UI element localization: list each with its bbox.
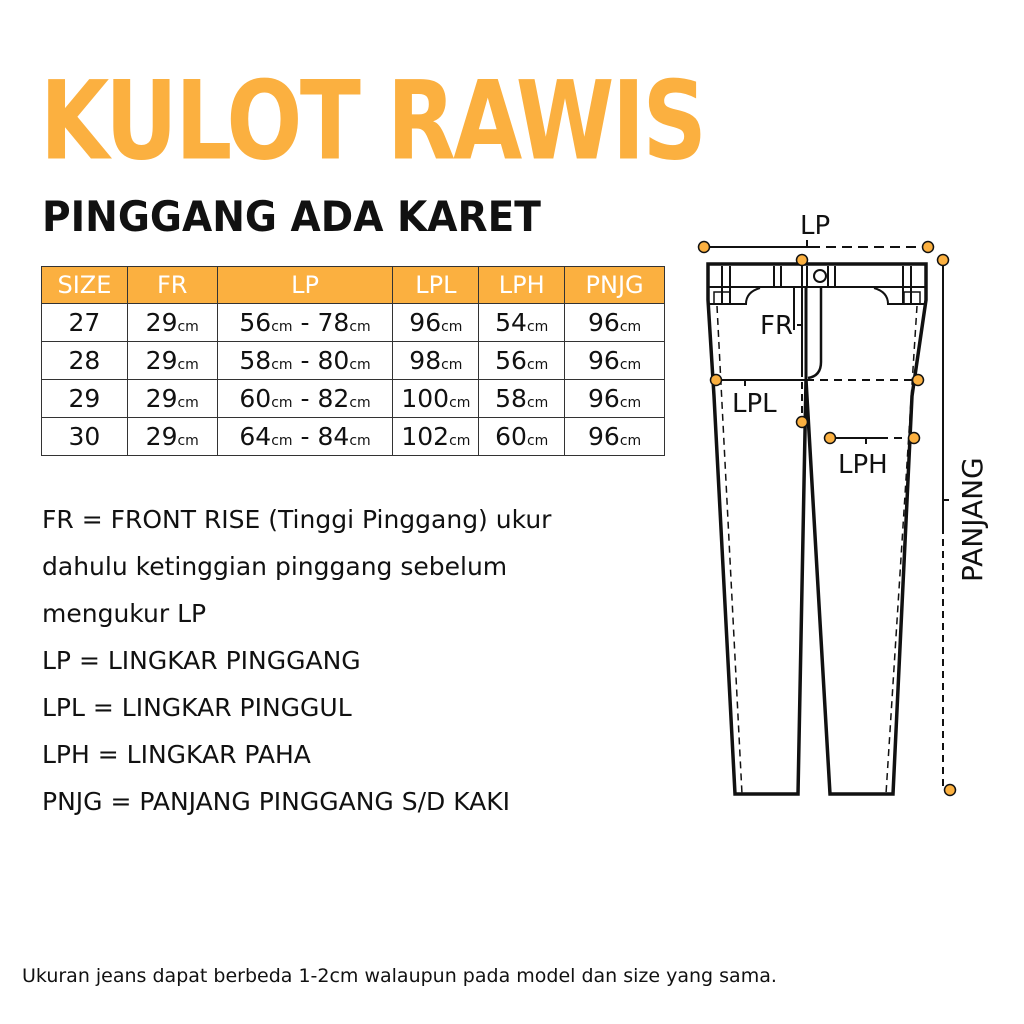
label-lpl: LPL <box>732 389 777 419</box>
cell-lph: 58cm <box>479 380 565 418</box>
cell-pnjg: 96cm <box>565 380 665 418</box>
column-header-fr: FR <box>127 267 217 304</box>
page-subtitle: PINGGANG ADA KARET <box>42 192 541 241</box>
table-row <box>42 380 665 418</box>
definition-fr-line-2: dahulu ketinggian pinggang sebelum <box>42 552 508 581</box>
definition-lph: LPH = LINGKAR PAHA <box>42 740 311 769</box>
cell-size: 30 <box>42 418 128 456</box>
cell-lp: 58cm - 80cm <box>217 342 393 380</box>
cell-fr: 29cm <box>127 304 217 342</box>
cell-lpl: 100cm <box>393 380 479 418</box>
column-header-lpl: LPL <box>393 267 479 304</box>
footer-note: Ukuran jeans dapat berbeda 1-2cm walaupun pada model dan size yang sama. <box>22 965 777 987</box>
size-chart-table <box>41 266 665 456</box>
cell-lp: 60cm - 82cm <box>217 380 393 418</box>
table-row <box>42 342 665 380</box>
definition-fr-line-1: FR = FRONT RISE (Tinggi Pinggang) ukur <box>42 505 552 534</box>
column-header-size: SIZE <box>42 267 128 304</box>
cell-lph: 56cm <box>479 342 565 380</box>
cell-size: 29 <box>42 380 128 418</box>
cell-lpl: 98cm <box>393 342 479 380</box>
table-row <box>42 304 665 342</box>
cell-pnjg: 96cm <box>565 304 665 342</box>
table-header-row <box>42 267 665 304</box>
column-header-lph: LPH <box>479 267 565 304</box>
cell-lp: 64cm - 84cm <box>217 418 393 456</box>
cell-pnjg: 96cm <box>565 342 665 380</box>
table-row <box>42 418 665 456</box>
measurement-definitions <box>42 496 662 825</box>
cell-lph: 60cm <box>479 418 565 456</box>
column-header-lp: LP <box>217 267 393 304</box>
cell-size: 28 <box>42 342 128 380</box>
definition-pnjg: PNJG = PANJANG PINGGANG S/D KAKI <box>42 787 511 816</box>
label-fr: FR <box>760 311 794 341</box>
definition-lp: LP = LINGKAR PINGGANG <box>42 646 361 675</box>
cell-lpl: 96cm <box>393 304 479 342</box>
cell-fr: 29cm <box>127 380 217 418</box>
cell-size: 27 <box>42 304 128 342</box>
cell-pnjg: 96cm <box>565 418 665 456</box>
definition-fr-line-3: mengukur LP <box>42 599 207 628</box>
cell-lph: 54cm <box>479 304 565 342</box>
cell-lpl: 102cm <box>393 418 479 456</box>
cell-fr: 29cm <box>127 418 217 456</box>
cell-fr: 29cm <box>127 342 217 380</box>
page-title: KULOT RAWIS <box>40 56 705 185</box>
label-lph: LPH <box>838 450 888 480</box>
label-lp: LP <box>800 211 831 241</box>
definition-lpl: LPL = LINGKAR PINGGUL <box>42 693 352 722</box>
column-header-pnjg: PNJG <box>565 267 665 304</box>
label-panjang: PANJANG <box>956 457 989 582</box>
cell-lp: 56cm - 78cm <box>217 304 393 342</box>
pants-measurement-diagram <box>680 200 1024 820</box>
